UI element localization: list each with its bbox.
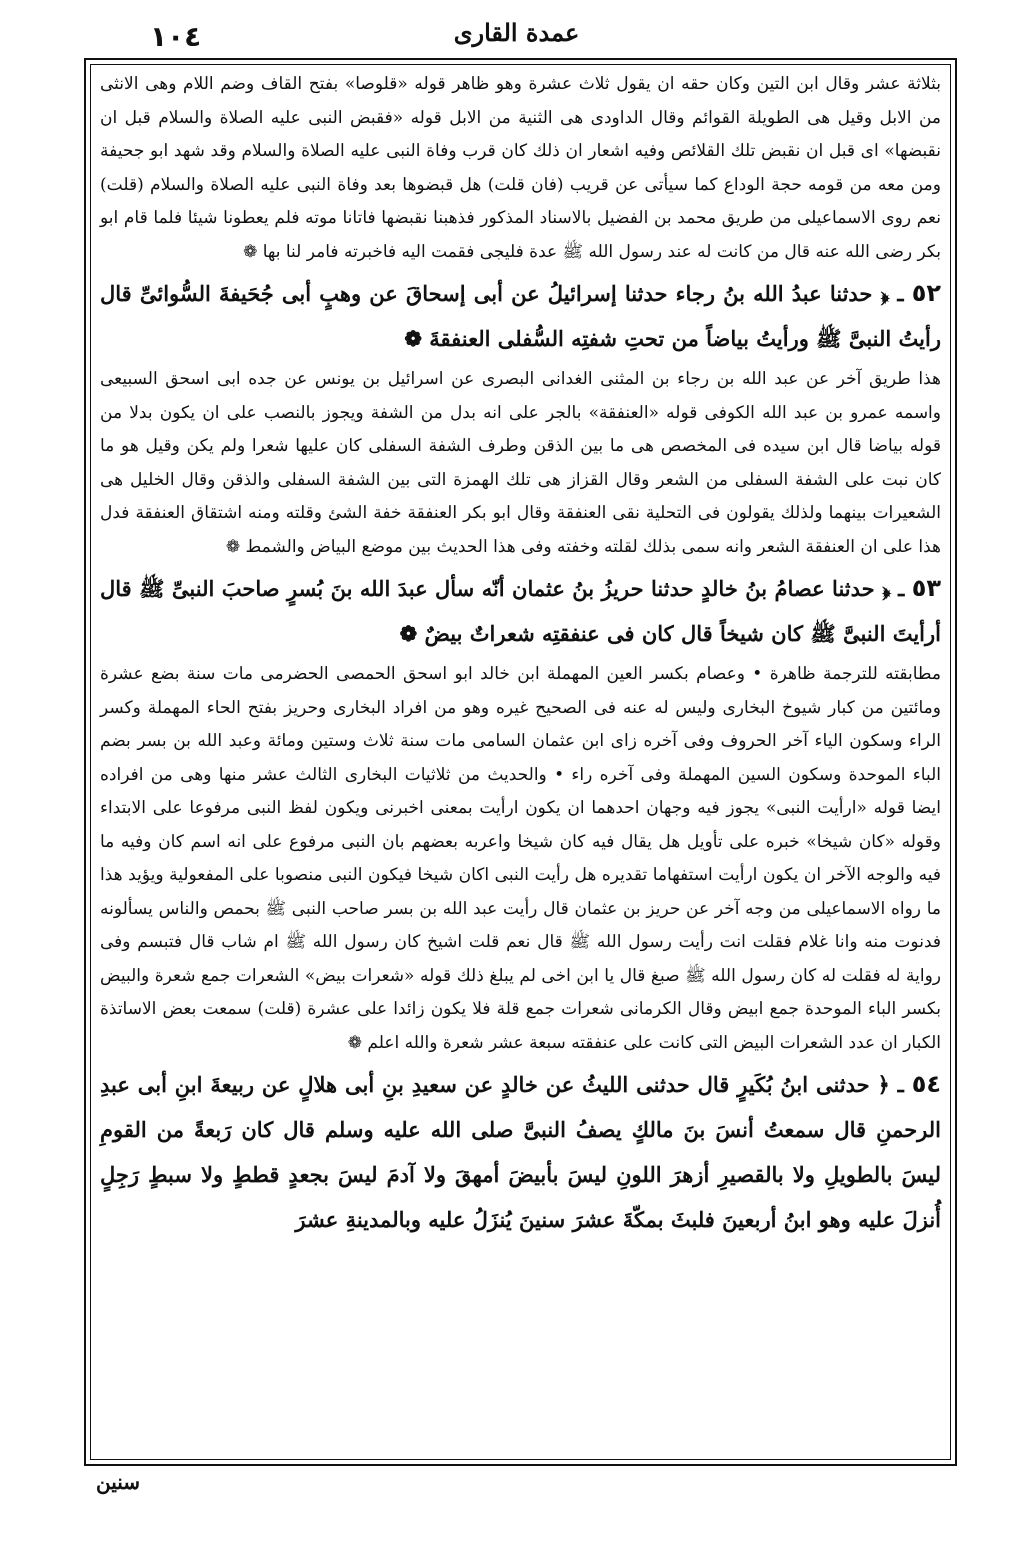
running-header — [80, 12, 953, 52]
hadith-text: حدثنى ابنُ بُكَيرٍ قال حدثنى الليثُ عن خالدٍ عن سعيدِ بنِ أبى هلالٍ عن ربيعةَ ابنِ أبى عبدِ الرحمنِ قال سمعتُ أنسَ بنَ مالكٍ يصفُ النبىَّ صلى الله عليه وسلم قال كان رَبعةً من القومِ ليسَ بالطويلِ ولا بالقصيرِ أزهرَ اللونِ ليسَ بأبيضَ أمهقَ ولا آدمَ ليسَ بجعدٍ قططٍ ولا سبطٍ رَجِلٍ أُنزلَ عليه وهو ابنُ أربعينَ فلبثَ بمكّةَ عشرَ سنينَ يُنزَلُ عليه وبالمدينةِ عشرَ — [100, 1072, 941, 1232]
book-title: عمدة القارى — [453, 18, 580, 47]
hadith-text: حدثنا عبدُ الله بنُ رجاء حدثنا إسرائيلُ عن أبى إسحاقَ عن وهبٍ أبى جُحَيفةَ السُّوائىِّ قال رأيتُ النبىَّ ﷺ ورأيتُ بياضاً من تحتِ شفتِه السُّفلى العنفقةَ ❁ — [100, 281, 941, 351]
page-body — [96, 68, 945, 1456]
commentary-block: هذا طريق آخر عن عبد الله بن رجاء بن المثنى الغدانى البصرى عن اسرائيل بن يونس عن جده ابى اسحق السبيعى واسمه عمرو بن عبد الله الكوفى قوله «العنفقة» بالجر على انه بدل من الشفة ويجوز بالنصب على ان يكون بدلا من قوله بياضا قال ابن سيده فى المخصص هى ما بين الذقن وطرف الشفة السفلى كان عليها شعرا ولم يكن وقيل هو ما كان نبت على الشفة السفلى من الشعر وقال القزاز هى تلك الهمزة التى بين الشفة السفلى والذقن وقال الخليل هى الشعيرات بينهما ولذلك يقولون فى التحلية نقى العنفقة وقال ابو بكر العنفقة خفة الشئ وقلته ومنه اشتقاق العنفقة فدل هذا على ان العنفقة الشعر وانه سمى بذلك لقلته وخفته وفى هذا الحديث بين موضع البياض والشمط ❁ — [100, 369, 941, 557]
hadith-52: ٥٢ ـ ﴿ حدثنا عبدُ الله بنُ رجاء حدثنا إسرائيلُ عن أبى إسحاقَ عن وهبٍ أبى جُحَيفةَ السُّوائىِّ قال رأيتُ النبىَّ ﷺ ورأيتُ بياضاً من تحتِ شفتِه السُّفلى العنفقةَ ❁ — [100, 279, 941, 351]
hadith-53: ٥٣ ـ ﴿ حدثنا عصامُ بنُ خالدٍ حدثنا حريزُ بنُ عثمان أنّه سأل عبدَ الله بنَ بُسرٍ صاحبَ النبىِّ ﷺ قال أرأيتَ النبىَّ ﷺ كان شيخاً قال كان فى عنفقتِه شعراتٌ بيضٌ ❁ — [100, 574, 942, 646]
hadith-text: حدثنا عصامُ بنُ خالدٍ حدثنا حريزُ بنُ عثمان أنّه سأل عبدَ الله بنَ بُسرٍ صاحبَ النبىِّ ﷺ قال أرأيتَ النبىَّ ﷺ كان شيخاً قال كان فى عنفقتِه شعراتٌ بيضٌ ❁ — [100, 576, 941, 646]
commentary-block: بثلاثة عشر وقال ابن التين وكان حقه ان يقول ثلاث عشرة وهو ظاهر قوله «قلوصا» بفتح القاف وضم اللام وهى الانثى من الابل وقيل هى الطويلة القوائم وقال الداودى هى الثنية من الابل قوله «فقبض النبى عليه الصلاة والسلام قبل ان نقبضها» اى قبل ان نقبض تلك القلائص وفيه اشعار ان ذلك كان قرب وفاة النبى عليه الصلاة والسلام وقد شهد ابو جحيفة ومن معه من قومه حجة الوداع كما سيأتى عن قريب (فان قلت) هل قبضوها بعد وفاة النبى عليه الصلاة والسلام (قلت) نعم روى الاسماعيلى من طريق محمد بن الفضيل بالاسناد المذكور فذهبنا نقبضها فاتانا موته فلم يعطونا شيئا فلما قام ابو بكر رضى الله عنه قال من كانت له عند رسول الله ﷺ عدة فليجى فقمت اليه فاخبرته فامر لنا بها ❁ — [100, 74, 941, 262]
hadith-number: ٥٣ — [911, 574, 942, 602]
catchword: سنين — [96, 1470, 141, 1494]
text-frame — [84, 58, 957, 1466]
page-number: ١٠٤ — [150, 20, 202, 53]
hadith-number: ٥٢ — [911, 279, 941, 307]
hadith-54: ٥٤ ـ ﴿ حدثنى ابنُ بُكَيرٍ قال حدثنى الليثُ عن خالدٍ عن سعيدِ بنِ أبى هلالٍ عن ربيعةَ ابنِ أبى عبدِ الرحمنِ قال سمعتُ أنسَ بنَ مالكٍ يصفُ النبىَّ صلى الله عليه وسلم قال كان رَبعةً من القومِ ليسَ بالطويلِ ولا بالقصيرِ أزهرَ اللونِ ليسَ بأبيضَ أمهقَ ولا آدمَ ليسَ بجعدٍ قططٍ ولا سبطٍ رَجِلٍ أُنزلَ عليه وهو ابنُ أربعينَ فلبثَ بمكّةَ عشرَ سنينَ يُنزَلُ عليه وبالمدينةِ عشرَ — [100, 1070, 942, 1232]
hadith-number: ٥٤ — [911, 1070, 942, 1098]
commentary-block: مطابقته للترجمة ظاهرة • وعصام بكسر العين المهملة ابن خالد ابو اسحق الحمصى الحضرمى مات سنة بضع عشرة ومائتين من كبار شيوخ البخارى وليس له عنه فى الصحيح غيره وهو من افراد البخارى وحريز بفتح الحاء المهملة وكسر الراء وسكون الياء آخر الحروف وفى آخره زاى ابن عثمان السامى مات سنة ثلاث وستين ومائة وعبد الله بن بسر بضم الباء الموحدة وسكون السين المهملة وفى آخره راء • والحديث من ثلاثيات البخارى الثالث عشر منها وهى من افراده ايضا قوله «ارأيت النبى» يجوز فيه وجهان احدهما ان يكون ارأيت بمعنى اخبرنى ويكون لفظ النبى مرفوعا على الابتداء وقوله «كان شيخا» خبره على تأويل هل يقال فيه كان شيخا واعربه بعضهم بان النبى مرفوع على انه اسم كان وفيه ما فيه والوجه الآخر ان يكون ارأيت استفهاما تقديره هل رأيت النبى اكان شيخا فيكون النبى منصوبا على المفعولية ويؤيد هذا ما رواه الاسماعيلى من وجه آخر عن حريز بن عثمان قال رأيت عبد الله بن بسر صاحب النبى ﷺ بحمص والناس يسألونه فدنوت منه وانا غلام فقلت انت رأيت رسول الله ﷺ قال نعم قلت اشيخ كان رسول الله ﷺ ام شاب قال فتبسم وفى رواية له فقلت له كان رسول الله ﷺ صبغ قال يا ابن اخى لم يبلغ ذلك قوله «شعرات بيض» الشعرات جمع شعرة والبيض بكسر الباء الموحدة جمع ابيض وقال الكرمانى شعرات جمع قلة فلا يكون زائدا على عشرة (قلت) سمعت بعض الاساتذة الكبار ان عدد الشعرات البيض التى كانت على عنفقته سبعة عشر شعرة والله اعلم ❁ — [100, 664, 941, 1053]
